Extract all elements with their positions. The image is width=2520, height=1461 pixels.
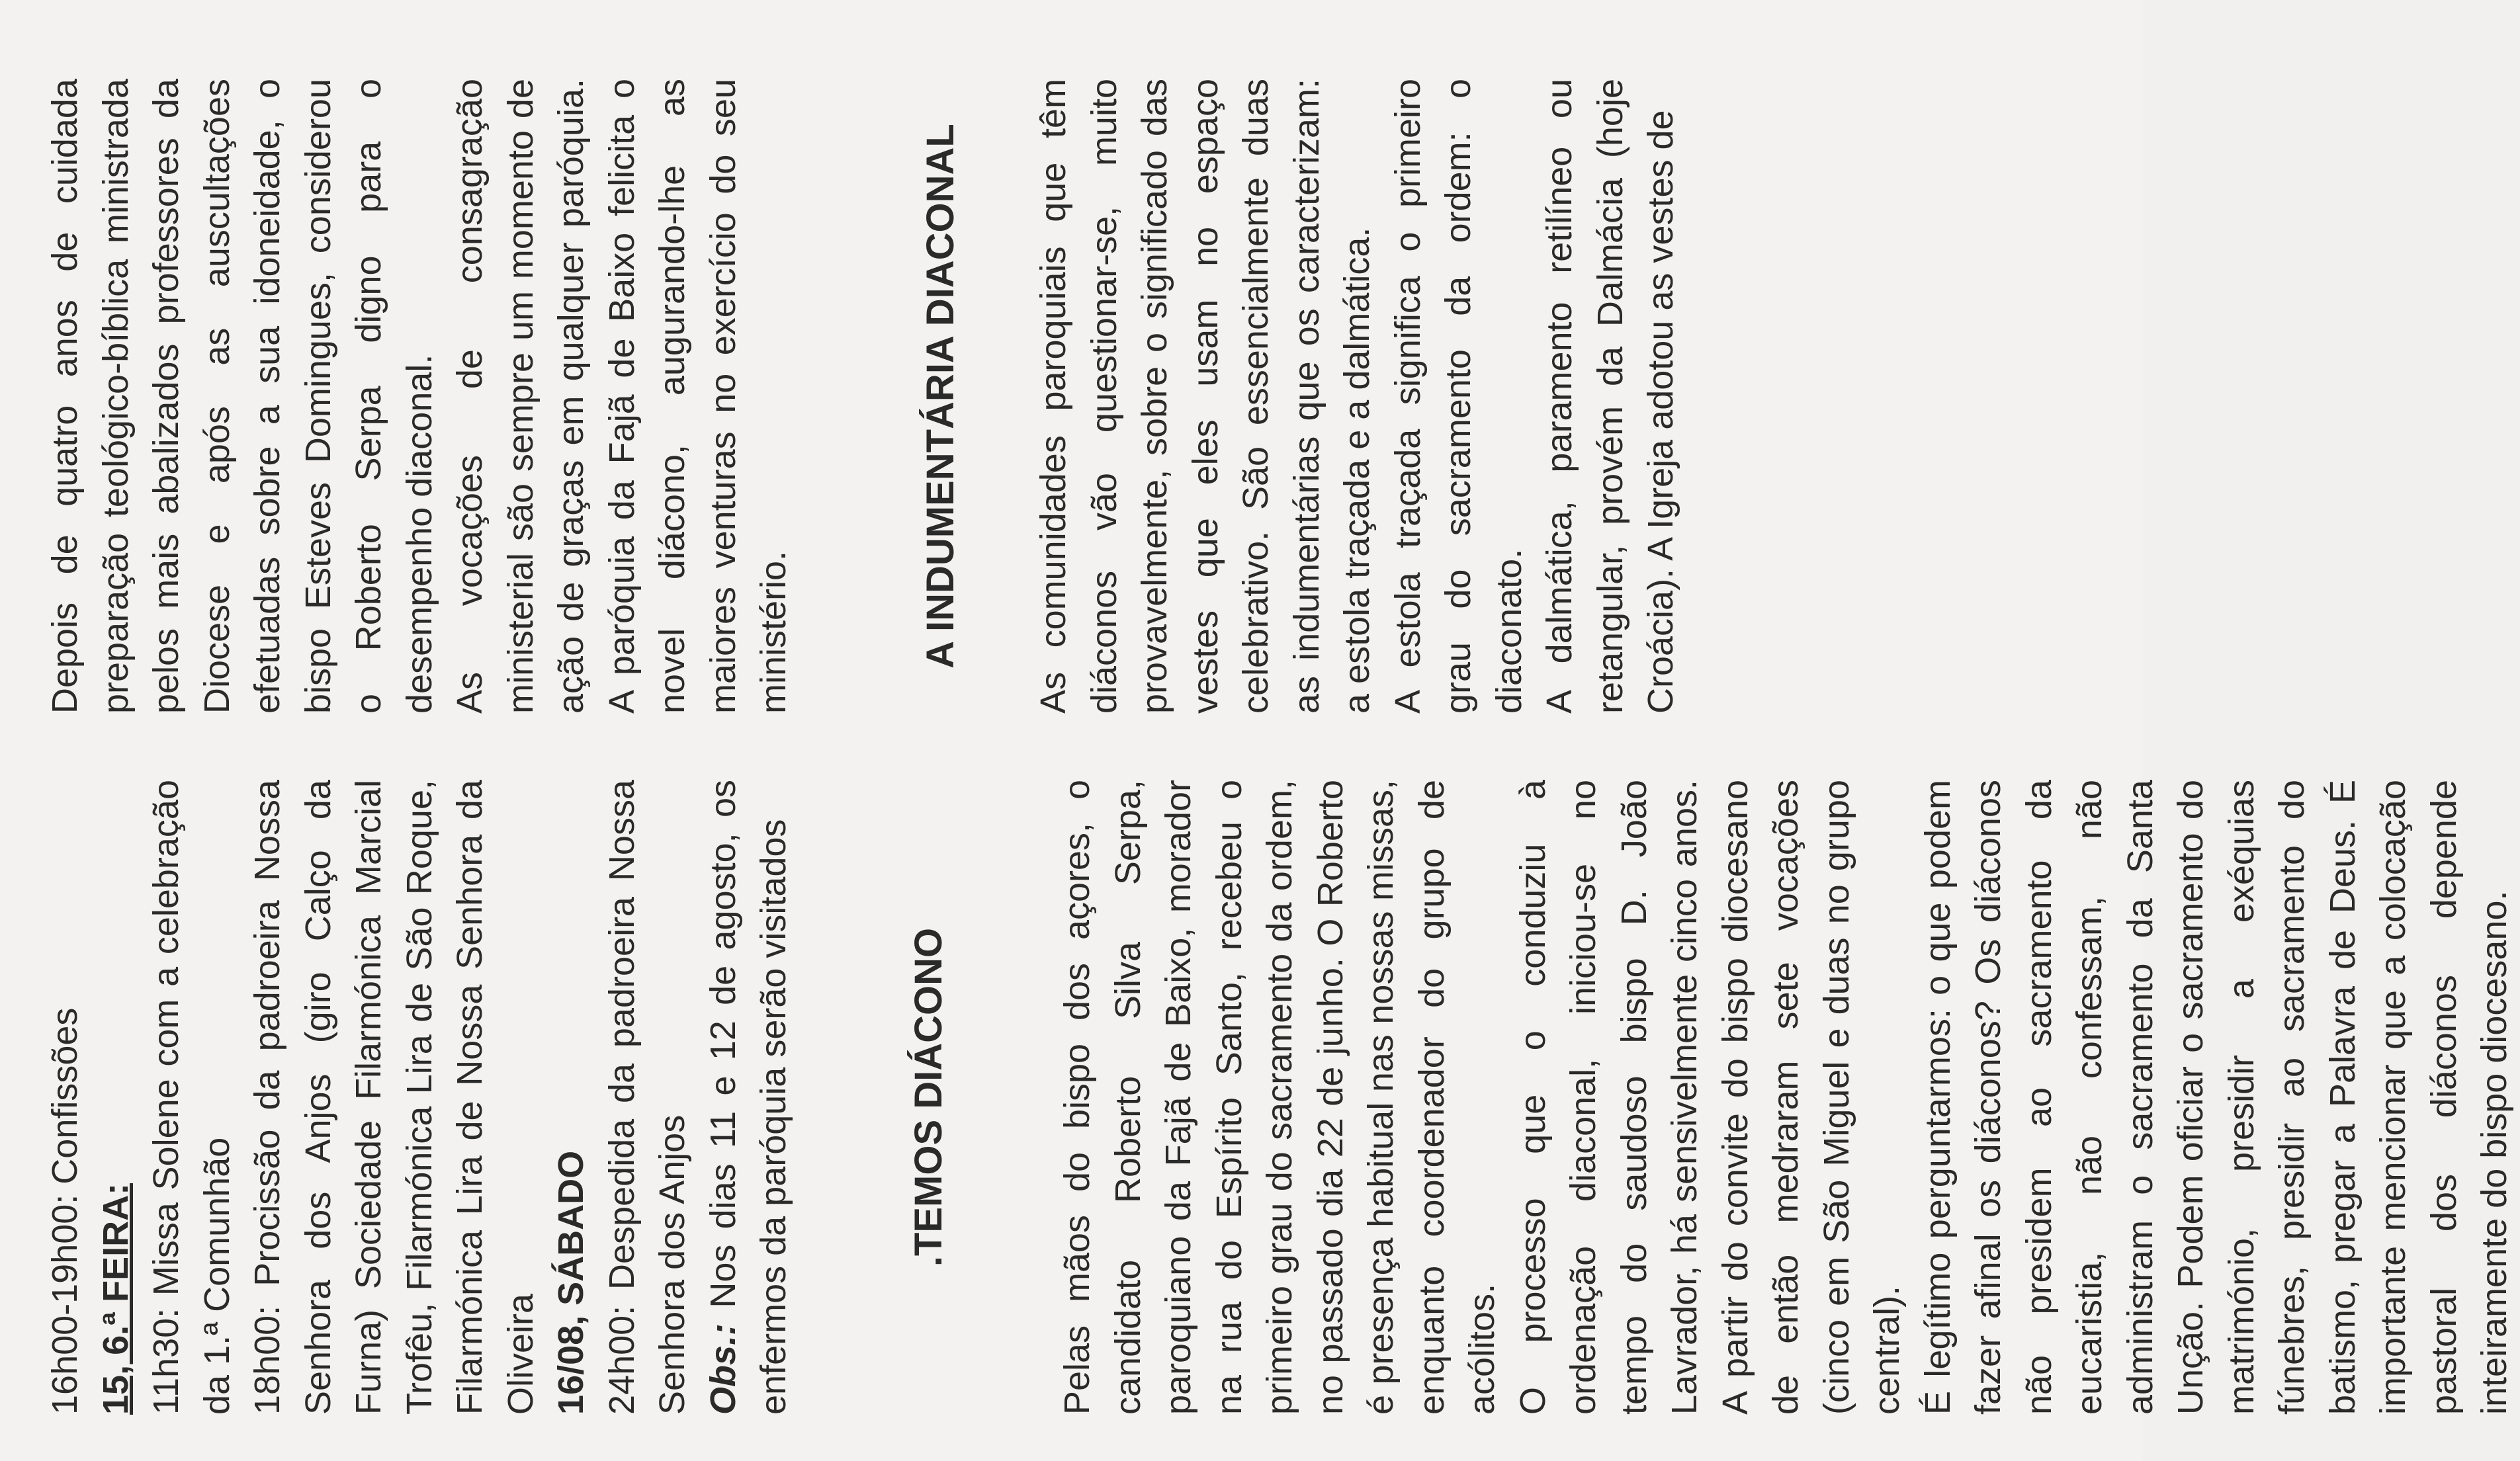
schedule-day-heading: 15, 6.ª FEIRA:	[95, 1183, 136, 1415]
article-paragraph: A estola traçada significa o primeiro grau do sacramento da ordem: o diaconato.	[1387, 79, 1529, 714]
article-paragraph: As comunidades paroquiais que têm diáconos vão questionar-se, muito provavelmente, sobre o significado das vestes que eles usam no espaço celebrativo. São essencialmente duas as indumentárias que os caracterizam: a estola traçada e a dalmática.	[1033, 79, 1377, 714]
section-title-temos-diacono: .TEMOS DIÁCONO	[906, 927, 950, 1267]
article-paragraph: As vocações de consagração ministerial são sempre um momento de ação de graças em qualquer paróquia. A paróquia da Fajã de Baixo felicita o novel diácono, augurando-lhe as maiores venturas no exercício do seu ministério.	[450, 79, 793, 714]
article-paragraph: Pelas mãos do bispo dos açores, o candidato Roberto Silva Serpa, paroquiano da Fajã de Baixo, morador na rua do Espírito Santo, recebeu o primeiro grau do sacramento da ordem, no passado dia 22 de junho. O Roberto é presença habitual nas nossas missas, enquanto coordenador do grupo de acólitos.	[1057, 780, 1502, 1415]
article-paragraph: Depois de quatro anos de cuidada preparação teológico-bíblica ministrada pelos mais abalizados professores da Diocese e após as auscultações efetuadas sobre a sua idoneidade, o bispo Esteves Domingues, considerou o Roberto Serpa digno para o desempenho diaconal.	[45, 79, 439, 714]
article-paragraph: O processo que o conduziu à ordenação diaconal, iniciou-se no tempo do saudoso bispo D. João Lavrador, há sensivelmente cinco anos. A partir do convite do bispo diocesano de então medraram sete vocações (cinco em São Miguel e duas no grupo central).	[1512, 780, 1907, 1415]
obs-text: Nos dias 11 e 12 de agosto, os enfermos da paróquia serão visitados	[703, 780, 793, 1415]
schedule-line: 16h00-19h00: Confissões	[45, 1007, 85, 1415]
article-paragraph: A dalmática, paramento retilíneo ou retangular, provém da Dalmácia (hoje Croácia). A Igreja adotou as vestes de	[1540, 79, 1680, 714]
section-title-indumentaria: A INDUMENTÁRIA DIACONAL	[918, 124, 962, 669]
obs-label: Obs.:	[703, 1323, 743, 1415]
schedule-day-heading: 16/08, SÁBADO	[551, 1150, 591, 1415]
schedule-line: 24h00: Despedida da padroeira Nossa Senhora dos Anjos	[601, 780, 692, 1415]
schedule-note	[698, 780, 799, 1415]
right-column	[40, 79, 1686, 714]
schedule-line: 11h30: Missa Solene com a celebração da 1.ª Comunhão	[146, 780, 237, 1415]
schedule-line: 18h00: Procissão da padroeira Nossa Senhora dos Anjos (giro Calço da Furna) Sociedade Filarmónica Marcial Trofêu, Filarmónica Lira de São Roque, Filarmónica Lira de Nossa Senhora da Oliveira	[247, 780, 541, 1415]
article-paragraph: É legítimo perguntarmos: o que podem fazer afinal os diáconos? Os diáconos não presidem ao sacramento da eucaristia, não confessam, não administram o sacramento da Santa Unção. Podem oficiar o sacramento do matrimónio, presidir a exéquias fúnebres, presidir ao sacramento do batismo, pregar a Palavra de Deus. É importante mencionar que a colocação pastoral dos diáconos depende inteiramente do bispo diocesano.	[1917, 780, 2514, 1415]
left-column	[40, 780, 2520, 1415]
